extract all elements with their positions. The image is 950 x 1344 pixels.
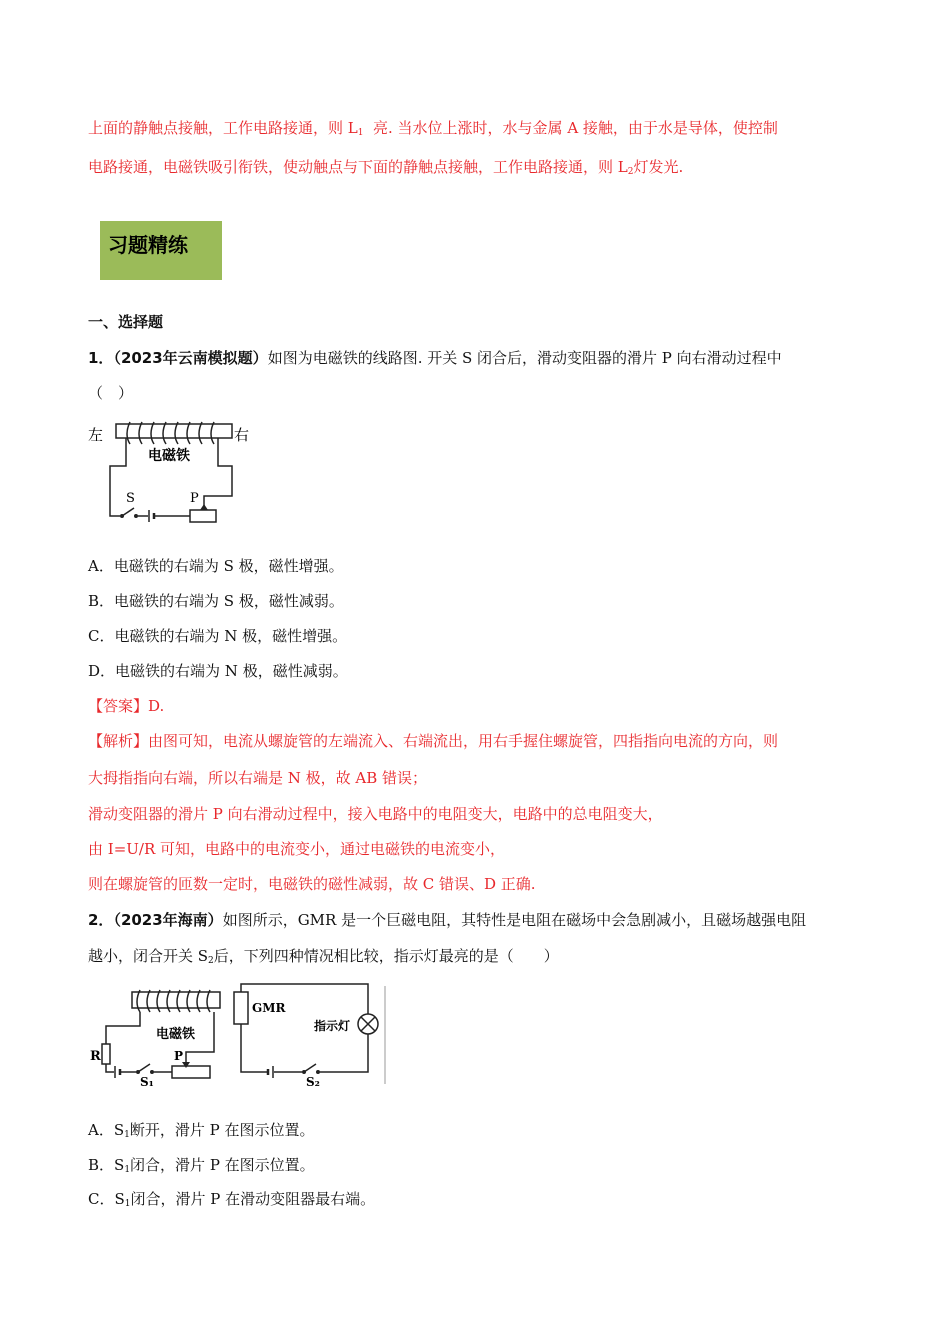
q2-stem-2: 越小，闭合开关 $S_2$后，下列四种情况相比较，指示灯最亮的是（ ） bbox=[88, 947, 559, 966]
q1-analysis-line-4: 由 I=U/R 可知，电路中的电流变小，通过电磁铁的电流变小， bbox=[88, 840, 506, 858]
section-title: 习题精练 bbox=[108, 233, 188, 257]
slider-arrow bbox=[200, 504, 208, 510]
lamp-label: 指示灯 bbox=[314, 1019, 351, 1033]
q1-option-a: A．电磁铁的右端为 S 极，磁性增强。 bbox=[88, 557, 344, 575]
q1-analysis-line-2: 大拇指指向右端，所以右端是 N 极，故 AB 错误； bbox=[88, 769, 428, 787]
q1-circuit-diagram bbox=[86, 418, 256, 524]
resistor-r bbox=[102, 1044, 110, 1064]
q1-analysis-line-5: 则在螺旋管的匝数一定时，电磁铁的磁性减弱，故 C 错误、D 正确. bbox=[88, 875, 536, 893]
wire-left bbox=[110, 438, 126, 516]
gmr-label: GMR bbox=[252, 1001, 286, 1015]
q1-stem: 1．（2023年云南模拟题）如图为电磁铁的线路图. 开关 S 闭合后，滑动变阻器的滑片 P 向右滑动过程中 bbox=[88, 349, 782, 367]
intro-line-2: 电路接通，电磁铁吸引衔铁，使动触点与下面的静触点接触，工作电路接通，则 $L_2$灯发光. bbox=[88, 158, 684, 177]
q2-option-c: C．$S_1$闭合，滑片 P 在滑动变阻器最右端。 bbox=[88, 1190, 376, 1209]
q1-analysis-line-3: 滑动变阻器的滑片 P 向右滑动过程中，接入电路中的电阻变大，电路中的总电阻变大， bbox=[88, 805, 663, 823]
rheostat bbox=[172, 1066, 210, 1078]
q1-option-d: D．电磁铁的右端为 N 极，磁性减弱。 bbox=[88, 662, 348, 680]
switch-s1-blade bbox=[138, 1064, 150, 1072]
switch-label: S bbox=[126, 491, 135, 506]
q2-option-b: B．$S_1$闭合，滑片 P 在图示位置。 bbox=[88, 1156, 315, 1175]
wire-bottom-left bbox=[106, 1064, 114, 1072]
wire-right-bottom bbox=[320, 1034, 368, 1072]
iron-core bbox=[116, 424, 232, 438]
right-label: 右 bbox=[234, 426, 250, 444]
q2-option-a: A．$S_1$断开，滑片 P 在图示位置。 bbox=[88, 1121, 315, 1140]
s1-label: S₁ bbox=[140, 1075, 154, 1088]
section-header bbox=[100, 221, 222, 280]
r-label: R bbox=[90, 1049, 101, 1064]
switch-s1-contact bbox=[150, 1070, 154, 1074]
switch-s2-blade bbox=[304, 1064, 316, 1072]
gmr-resistor bbox=[234, 992, 248, 1024]
intro-line-1: 上面的静触点接触，工作电路接通，则 $L_1$ 亮. 当水位上涨时，水与金属 A 接触，由于水是导体，使控制 bbox=[88, 119, 778, 138]
switch-s2-pivot bbox=[302, 1070, 306, 1074]
wire-top-left bbox=[106, 1012, 140, 1044]
slider-label: P bbox=[190, 491, 199, 506]
q2-stem-1: 2．（2023年海南）如图所示，GMR 是一个巨磁电阻，其特性是电阻在磁场中会急剧减小，且磁场越强电阻 bbox=[88, 911, 807, 929]
coil bbox=[127, 422, 214, 444]
magnet-label: 电磁铁 bbox=[148, 448, 190, 464]
rheostat bbox=[190, 510, 216, 522]
q1-paren: （ ） bbox=[88, 384, 134, 402]
slider-arrow bbox=[182, 1062, 190, 1068]
switch-contact bbox=[134, 514, 138, 518]
q1-option-c: C．电磁铁的右端为 N 极，磁性增强。 bbox=[88, 627, 348, 645]
wire-left-right-circuit bbox=[241, 1024, 268, 1072]
s2-label: S₂ bbox=[306, 1075, 320, 1088]
switch-blade bbox=[122, 508, 134, 516]
q1-analysis-line-1: 【解析】由图可知，电流从螺旋管的左端流入、右端流出，用右手握住螺旋管，四指指向电流的方向，则 bbox=[88, 732, 779, 750]
q2-circuit-diagram bbox=[88, 980, 388, 1088]
p-label: P bbox=[174, 1049, 184, 1063]
q1-answer: 【答案】D. bbox=[88, 697, 165, 715]
q1-option-b: B．电磁铁的右端为 S 极，磁性减弱。 bbox=[88, 592, 344, 610]
left-label: 左 bbox=[88, 426, 104, 444]
wire-right bbox=[204, 438, 232, 510]
magnet-label: 电磁铁 bbox=[156, 1027, 196, 1042]
switch-s2-contact bbox=[316, 1070, 320, 1074]
subsection-title: 一、选择题 bbox=[88, 313, 164, 331]
